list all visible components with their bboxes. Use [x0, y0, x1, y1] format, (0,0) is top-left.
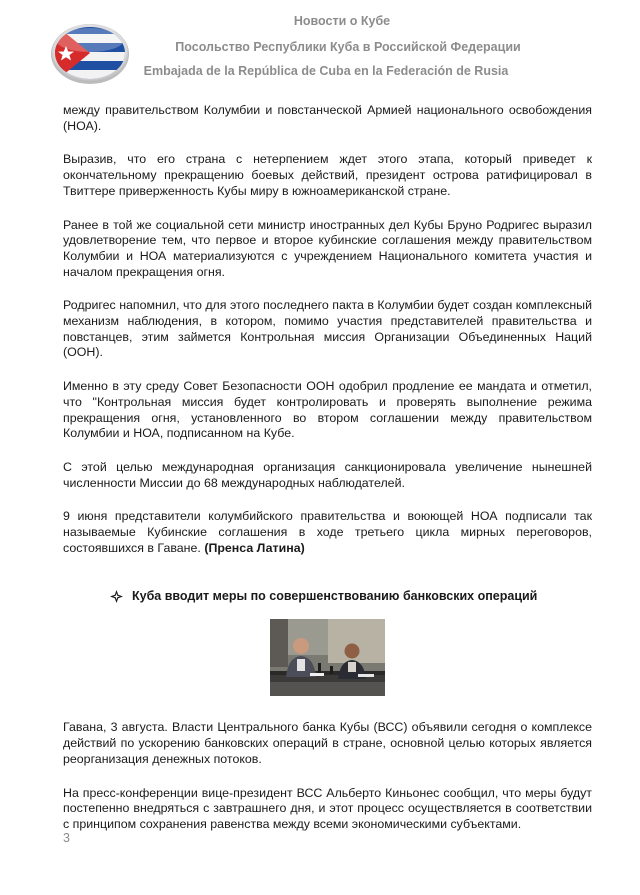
paragraph-text: 9 июня представители колумбийского правительства и воюющей НОА подписали так называемые Кубинские соглашения в ходе третьего цикла мирных переговоров, состоявшихся в Гаване.: [63, 509, 592, 555]
paragraph: Гавана, 3 августа. Власти Центрального банка Кубы (ВСС) объявили сегодня о комплексе действий по ускорению банковских операций в стране, основной целью которых является реорганизация денежных потоков.: [63, 720, 592, 766]
document-header: [0, 0, 640, 100]
article-heading: [110, 589, 592, 603]
header-embassy-spanish: Embajada de la República de Cuba en la Federación de Rusia: [143, 64, 509, 78]
paragraph: Родригес напомнил, что для этого последнего пакта в Колумбии будет создан комплексный механизм наблюдения, в котором, помимо участия представителей правительства и повстанцев, этим займется Контрольная миссия Организации Объединенных Наций (ООН).: [63, 298, 592, 360]
press-conference-photo: [270, 619, 385, 696]
page-number: 3: [63, 831, 70, 845]
document-body: [63, 103, 592, 851]
source-attribution: (Пренса Латина): [204, 540, 305, 555]
paragraph: Ранее в той же социальной сети министр иностранных дел Кубы Бруно Родригес выразил удовлетворение тем, что первое и второе кубинские соглашения между правительством Колумбии и НОА материализуются с учреждением Национального комитета участия и началом прекращения огня.: [63, 217, 592, 279]
header-embassy-russian: Посольство Республики Куба в Российской Федерации: [175, 40, 521, 54]
diamond-bullet-icon: [110, 590, 123, 603]
paragraph: Именно в эту среду Совет Безопасности ООН одобрил продление ее мандата и отметил, что "Контрольная миссия будет контролировать и проверять выполнение режима прекращения огня, установленного во втором соглашении между правительством Колумбии и НОА, подписанном на Кубе.: [63, 379, 592, 441]
paragraph: Выразив, что его страна с нетерпением ждет этого этапа, который приведет к окончательному прекращению боевых действий, президент острова ратифицировал в Твиттере приверженность Кубы миру в южноамериканской стране.: [63, 152, 592, 198]
paragraph: между правительством Колумбии и повстанческой Армией национального освобождения (НОА).: [63, 103, 592, 133]
paragraph: С этой целью международная организация санкционировала увеличение нынешней численности Миссии до 68 международных наблюдателей.: [63, 459, 592, 490]
header-title: Новости о Кубе: [293, 14, 391, 28]
photo-container: [63, 619, 592, 696]
article-title: Куба вводит меры по совершенствованию банковских операций: [132, 589, 538, 604]
paragraph: На пресс-конференции вице-президент ВСС Альберто Киньонес сообщил, что меры будут постепенно внедряться с завтрашнего дня, и этот процесс осуществляется в соответствии с принципом сохранения равенства между всеми экономическими субъектами.: [63, 785, 592, 831]
paragraph: [63, 509, 592, 556]
